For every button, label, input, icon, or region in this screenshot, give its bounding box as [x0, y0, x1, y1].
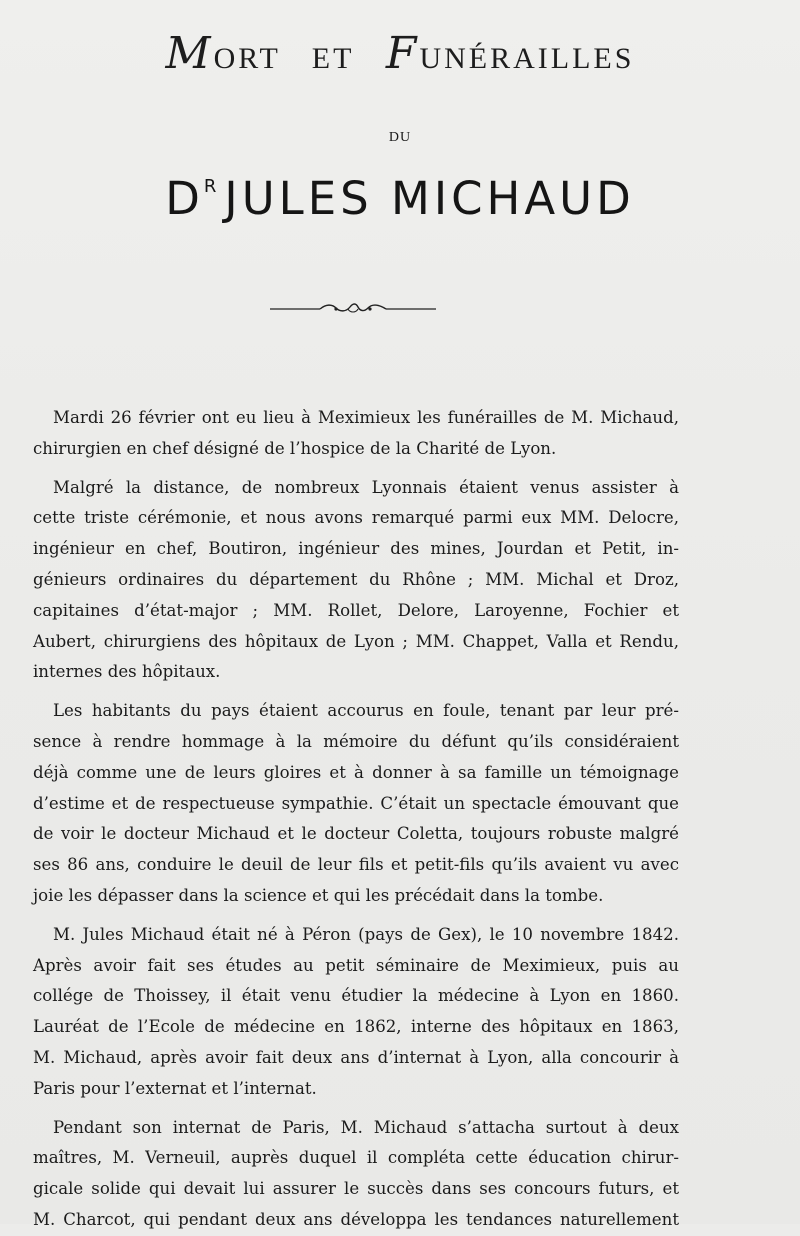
text-line: ingénieur en chef, Boutiron, ingénieur des mines, Jourdan et Petit, in-	[33, 539, 679, 559]
title-initial-m: M	[165, 28, 214, 79]
paragraph	[33, 473, 679, 689]
text-line: M. Michaud, après avoir fait deux ans d’internat à Lyon, alla concourir à	[33, 1047, 679, 1067]
text-line: Pendant son internat de Paris, M. Michaud s’attacha surtout à deux	[53, 1117, 679, 1137]
title-mort-et-funerailles	[0, 28, 800, 79]
title-prefix: D	[165, 172, 204, 225]
text-line: internes des hôpitaux.	[33, 662, 221, 682]
text-line: gicale solide qui devait lui assurer le succès dans ses concours futurs, et	[33, 1179, 679, 1199]
text-line: joie les dépasser dans la science et qui les précédait dans la tombe.	[33, 885, 604, 905]
text-line: génieurs ordinaires du département du Rhône ; MM. Michal et Droz,	[33, 569, 679, 589]
title-word-unerailles: UNÉRAILLES	[419, 42, 635, 75]
paragraph-gap	[33, 688, 679, 696]
text-line: Malgré la distance, de nombreux Lyonnais étaient venus assister à	[53, 477, 679, 497]
text-line: cette triste cérémonie, et nous avons remarqué parmi eux MM. Delocre,	[33, 508, 679, 528]
paragraph	[33, 403, 679, 465]
title-word-ort: ORT	[213, 42, 281, 75]
text-line: chirurgien en chef désigné de l’hospice de la Charité de Lyon.	[33, 438, 557, 458]
title-initial-f: F	[385, 28, 420, 79]
paragraph-gap	[33, 1105, 679, 1113]
paragraph	[33, 920, 679, 1105]
article-body	[33, 403, 679, 1236]
page-title	[0, 172, 800, 225]
title-name: JULES MICHAUD	[224, 172, 635, 225]
text-line: Après avoir fait ses études au petit séminaire de Meximieux, puis au	[33, 955, 679, 975]
ornament-divider-icon	[270, 298, 436, 318]
text-line: sence à rendre hommage à la mémoire du défunt qu’ils considéraient	[33, 731, 679, 751]
text-line: Aubert, chirurgiens des hôpitaux de Lyon ; MM. Chappet, Valla et Rendu,	[33, 631, 679, 651]
title-word-et: ET	[311, 42, 355, 75]
text-line: collége de Thoissey, il était venu étudier la médecine à Lyon en 1860.	[33, 986, 679, 1006]
text-line: déjà comme une de leurs gloires et à donner à sa famille un témoignage	[33, 762, 679, 782]
text-line: Paris pour l’externat et l’internat.	[33, 1078, 317, 1098]
title-prefix-sup: R	[203, 176, 217, 197]
paragraph-gap	[33, 465, 679, 473]
text-line: capitaines d’état-major ; MM. Rollet, Delore, Laroyenne, Fochier et	[33, 600, 679, 620]
text-line: de voir le docteur Michaud et le docteur Coletta, toujours robuste malgré	[33, 824, 679, 844]
text-line: M. Charcot, qui pendant deux ans développa les tendances naturellement	[33, 1209, 679, 1229]
paragraph	[33, 1113, 679, 1236]
text-line: M. Jules Michaud était né à Péron (pays de Gex), le 10 novembre 1842.	[53, 924, 679, 944]
text-line: maîtres, M. Verneuil, auprès duquel il compléta cette éducation chirur-	[33, 1148, 679, 1168]
text-line: ses 86 ans, conduire le deuil de leur fils et petit-fils qu’ils avaient vu avec	[33, 855, 679, 875]
text-line: d’estime et de respectueuse sympathie. C’était un spectacle émouvant que	[33, 793, 679, 813]
text-line: Mardi 26 février ont eu lieu à Meximieux les funérailles de M. Michaud,	[53, 408, 679, 427]
text-line: Lauréat de l’Ecole de médecine en 1862, interne des hôpitaux en 1863,	[33, 1017, 679, 1037]
title-du: DU	[388, 130, 412, 145]
text-line: Les habitants du pays étaient accourus en foule, tenant par leur pré-	[53, 701, 679, 721]
paragraph-gap	[33, 912, 679, 920]
paragraph	[33, 696, 679, 912]
